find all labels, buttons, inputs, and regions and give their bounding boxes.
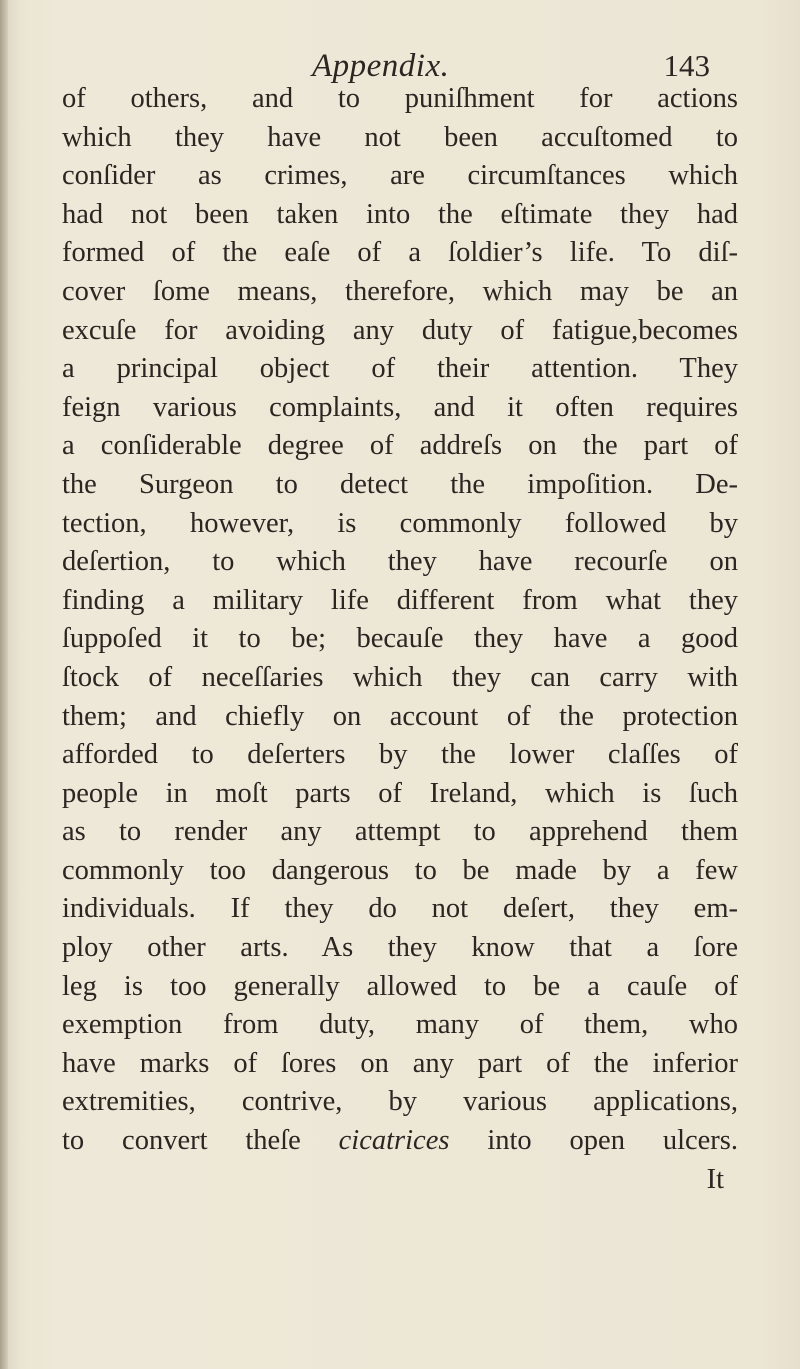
text-line: extremities, contrive, by various applications, — [62, 1086, 738, 1118]
final-line-end: into open ulcers. — [449, 1125, 738, 1157]
text-line: ſuppoſed it to be; becauſe they have a good — [62, 623, 738, 655]
text-line: formed of the eaſe of a ſoldier’s life. To diſ- — [62, 237, 738, 269]
text-line: excuſe for avoiding any duty of fatigue,becomes — [62, 314, 738, 346]
italic-term: cicatrices — [338, 1125, 450, 1157]
text-line: them; and chiefly on account of the protection — [62, 700, 738, 732]
text-line: cover ſome means, therefore, which may be an — [62, 275, 738, 307]
text-line: had not been taken into the eſtimate they had — [62, 198, 738, 230]
body-text — [62, 80, 738, 1199]
text-line: a conſiderable degree of addreſs on the part of — [62, 430, 738, 462]
text-line: exemption from duty, many of them, who — [62, 1009, 738, 1041]
page-number: 143 — [663, 48, 710, 83]
text-line-final — [62, 1122, 738, 1161]
text-line: ploy other arts. As they know that a ſore — [62, 932, 738, 964]
text-line: tection, however, is commonly followed by — [62, 507, 738, 539]
text-line: individuals. If they do not deſert, they em- — [62, 893, 738, 925]
text-line: of others, and to puniſhment for actions — [62, 83, 738, 114]
text-line: have marks of ſores on any part of the inferior — [62, 1047, 738, 1079]
binding-edge — [0, 0, 8, 1369]
catchword: It — [706, 1163, 724, 1195]
final-line-start: to convert theſe — [62, 1125, 339, 1157]
text-line: deſertion, to which they have recourſe on — [62, 546, 738, 578]
text-line: afforded to deſerters by the lower claſſes of — [62, 739, 738, 771]
text-line: as to render any attempt to apprehend them — [62, 816, 738, 848]
text-line: commonly too dangerous to be made by a few — [62, 854, 738, 886]
text-line: finding a military life different from what they — [62, 584, 738, 616]
text-line: conſider as crimes, are circumſtances which — [62, 160, 738, 192]
text-line: feign various complaints, and it often requires — [62, 391, 738, 423]
text-line: ſtock of neceſſaries which they can carry with — [62, 661, 738, 693]
text-line: leg is too generally allowed to be a cauſe of — [62, 970, 738, 1002]
text-line: a principal object of their attention. They — [62, 353, 738, 385]
running-title: Appendix. — [312, 48, 450, 84]
text-line: the Surgeon to detect the impoſition. De- — [62, 468, 738, 500]
text-line: which they have not been accuſtomed to — [62, 121, 738, 153]
text-line: people in moſt parts of Ireland, which is ſuch — [62, 777, 738, 809]
